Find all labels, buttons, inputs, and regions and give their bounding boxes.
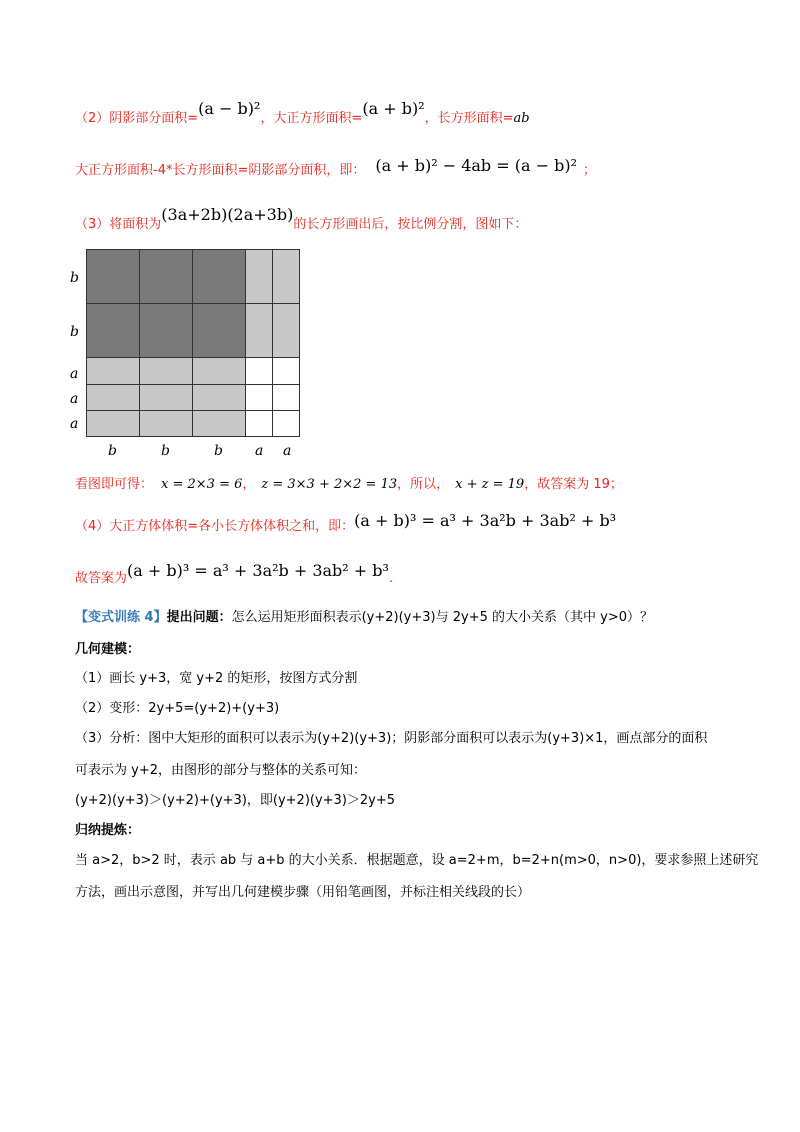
formula-a-minus-b-squared: (a − b)² [198,99,261,118]
cell-a-b [86,357,140,385]
formula-x-plus-z: x + z = 19 [455,477,525,492]
cell-a-b [192,384,246,412]
formula-identity: (a + b)² − 4ab = (a − b)² [375,156,577,175]
model-step-3c: (y+2)(y+3)＞(y+2)+(y+3)，即(y+2)(y+3)＞2y+5 [75,793,396,808]
formula-z: z = 3×3 + 2×2 = 13 [261,477,398,492]
variant-heading-line [75,609,653,627]
formula-cube-expansion: (a + b)³ = a³ + 3a²b + 3ab² + b³ [354,511,617,530]
area-grid-figure [86,249,300,437]
cell-b-b [192,249,246,304]
cell-a-b [192,410,246,437]
result-line [75,476,623,494]
cell-a-a [272,384,300,412]
model-step-3a: （3）分析：图中大矩形的面积可以表示为(y+2)(y+3)；阴影部分面积可以表示为(y+3)×1，画点部分的面积 [75,731,708,746]
cell-a-a [272,410,300,437]
col-label: b [161,443,170,459]
variant-tag: 【变式训练 4】 [75,610,167,625]
part2-line1 [75,99,530,128]
formula-a-plus-b-squared: (a + b)² [362,99,425,118]
part3-label-b: 的长方形画出后，按比例分割，图如下： [293,217,528,232]
result-t1: 看图即可得： [75,477,154,492]
model-step-1: （1）画长 y+3，宽 y+2 的矩形，按图方式分割 [75,671,358,686]
part4-line [75,511,617,536]
result-t4: ，故答案为 19； [524,477,623,492]
row-label: b [70,270,79,286]
cell-b-a [245,249,273,304]
col-label: b [214,443,223,459]
cell-a-b [139,410,193,437]
row-label: a [70,366,79,382]
part4-answer-label: 故答案为 [75,571,128,586]
cell-b-b [139,303,193,358]
cell-b-b [86,249,140,304]
cell-a-b [86,384,140,412]
variant-title: 提出问题： [166,610,232,625]
part4-end: . [388,571,394,586]
cell-a-a [245,357,273,385]
part4-answer-line [75,561,394,588]
part2-label-c: ，长方形面积= [424,111,514,126]
part2-line2-text: 大正方形面积-4*长方形面积=阴影部分面积，即： [75,163,366,178]
cell-b-a [272,303,300,358]
formula-cube-answer: (a + b)³ = a³ + 3a²b + 3ab² + b³ [127,561,389,580]
formula-x: x = 2×3 = 6 [161,477,243,492]
model-step-2: （2）变形：2y+5=(y+2)+(y+3) [75,701,280,716]
part2-end: ； [583,163,597,178]
cell-b-a [272,249,300,304]
cell-b-a [245,303,273,358]
model-step-3b: 可表示为 y+2，由图形的部分与整体的关系可知： [75,763,366,778]
col-label: a [283,443,292,459]
cell-b-b [192,303,246,358]
model-heading: 几何建模： [75,642,141,657]
row-label: a [70,416,79,432]
row-label: a [70,391,79,407]
variant-question: 怎么运用矩形面积表示(y+2)(y+3)与 2y+5 的大小关系（其中 y>0）？ [231,610,653,625]
part4-label: （4）大正方体体积=各小长方体体积之和，即： [75,519,355,534]
summary-heading: 归纳提炼： [75,823,141,838]
cell-a-a [245,384,273,412]
part2-label-b: ，大正方形面积= [260,111,363,126]
result-t3: ，所以， [397,477,450,492]
part3-label-a: （3）将面积为 [75,217,162,232]
cell-a-a [272,357,300,385]
cell-a-b [139,384,193,412]
cell-b-b [139,249,193,304]
cell-a-a [245,410,273,437]
row-label: b [70,324,79,340]
formula-ab: ab [513,111,530,126]
col-label: a [255,443,264,459]
part3-line [75,205,528,234]
formula-rectangle-area: (3a+2b)(2a+3b) [161,205,294,224]
cell-a-b [86,410,140,437]
col-label: b [108,443,117,459]
part2-label-a: （2）阴影部分面积= [75,111,199,126]
result-t2: ， [242,477,256,492]
cell-a-b [139,357,193,385]
summary-text-b: 方法，画出示意图，并写出几何建模步骤（用铅笔画图，并标注相关线段的长） [75,885,531,900]
cell-b-b [86,303,140,358]
part2-line2 [75,156,597,180]
cell-a-b [192,357,246,385]
summary-text-a: 当 a>2，b>2 时，表示 ab 与 a+b 的大小关系．根据题意，设 a=2+m，b=2+n(m>0，n>0)，要求参照上述研究 [75,853,759,868]
